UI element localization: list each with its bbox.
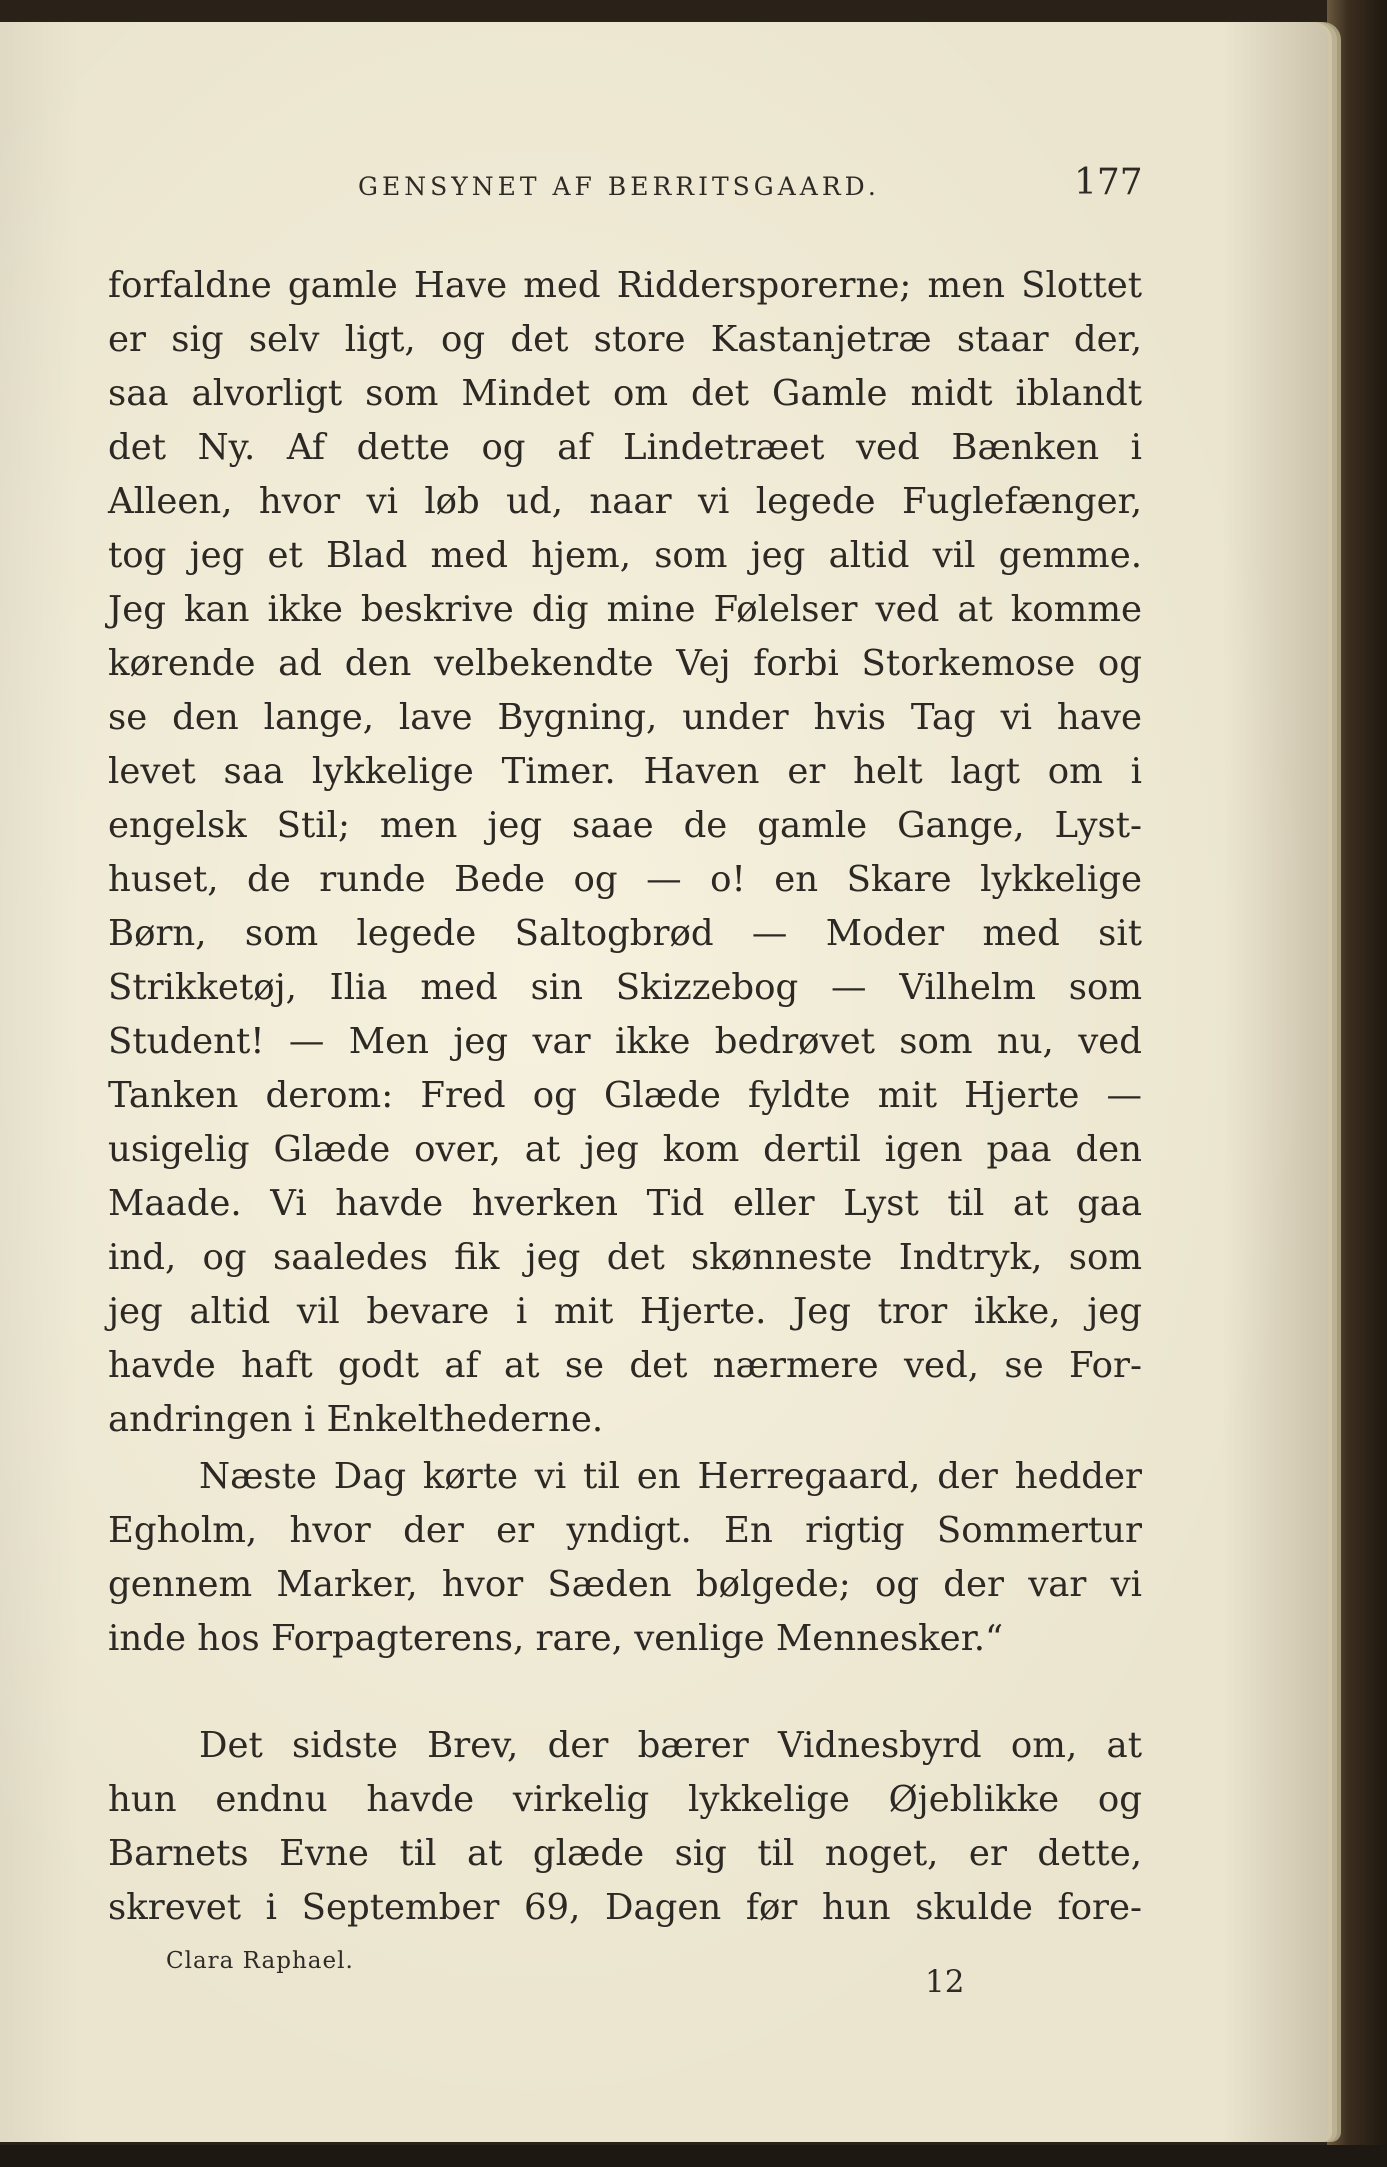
book-spine (1327, 0, 1387, 2167)
book-bottom-edge (0, 2145, 1387, 2167)
sheet-number: 12 (925, 1964, 965, 2000)
text-line: jeg altid vil bevare i mit Hjerte. Jeg tror ikke, jeg (108, 1291, 1142, 1332)
page-number: 177 (1074, 162, 1143, 203)
book-page (0, 22, 1328, 2142)
text-line: forfaldne gamle Have med Riddersporerne; men Slottet (108, 265, 1142, 306)
text-line: er sig selv ligt, og det store Kastanjetræ staar der, (108, 319, 1142, 360)
text-line: Egholm, hvor der er yndigt. En rigtig Sommertur (108, 1510, 1142, 1551)
running-head: GENSYNET AF BERRITSGAARD. (358, 172, 880, 201)
text-line: saa alvorligt som Mindet om det Gamle midt iblandt (108, 373, 1142, 414)
text-line: Jeg kan ikke beskrive dig mine Følelser ved at komme (108, 589, 1142, 630)
text-line: Det sidste Brev, der bærer Vidnesbyrd om, at (199, 1725, 1142, 1766)
text-line: det Ny. Af dette og af Lindetræet ved Bænken i (108, 427, 1142, 468)
text-line: inde hos Forpagterens, rare, venlige Mennesker.“ (108, 1618, 1004, 1659)
text-line: hun endnu havde virkelig lykkelige Øjeblikke og (108, 1779, 1142, 1820)
text-line: ind, og saaledes fik jeg det skønneste Indtryk, som (108, 1237, 1142, 1278)
text-line: Barnets Evne til at glæde sig til noget, er dette, (108, 1833, 1142, 1874)
text-line: levet saa lykkelige Timer. Haven er helt lagt om i (108, 751, 1142, 792)
text-line: Børn, som legede Saltogbrød — Moder med sit (108, 913, 1142, 954)
text-line: engelsk Stil; men jeg saae de gamle Gange, Lyst- (108, 805, 1142, 846)
text-line: skrevet i September 69, Dagen før hun skulde fore- (108, 1887, 1142, 1928)
signature-mark: Clara Raphael. (166, 1948, 354, 1974)
text-line: tog jeg et Blad med hjem, som jeg altid vil gemme. (108, 535, 1142, 576)
text-line: Maade. Vi havde hverken Tid eller Lyst til at gaa (108, 1183, 1142, 1224)
text-line: usigelig Glæde over, at jeg kom dertil igen paa den (108, 1129, 1142, 1170)
text-line: andringen i Enkelthederne. (108, 1399, 604, 1440)
text-line: Strikketøj, Ilia med sin Skizzebog — Vilhelm som (108, 967, 1142, 1008)
text-line: kørende ad den velbekendte Vej forbi Storkemose og (108, 643, 1142, 684)
text-line: Student! — Men jeg var ikke bedrøvet som nu, ved (108, 1021, 1142, 1062)
text-line: Alleen, hvor vi løb ud, naar vi legede Fuglefænger, (108, 481, 1142, 522)
text-line: Tanken derom: Fred og Glæde fyldte mit Hjerte — (108, 1075, 1142, 1116)
text-line: se den lange, lave Bygning, under hvis Tag vi have (108, 697, 1142, 738)
text-line: Næste Dag kørte vi til en Herregaard, der hedder (199, 1456, 1142, 1497)
text-line: havde haft godt af at se det nærmere ved, se For- (108, 1345, 1142, 1386)
text-line: gennem Marker, hvor Sæden bølgede; og der var vi (108, 1564, 1142, 1605)
text-line: huset, de runde Bede og — o! en Skare lykkelige (108, 859, 1142, 900)
